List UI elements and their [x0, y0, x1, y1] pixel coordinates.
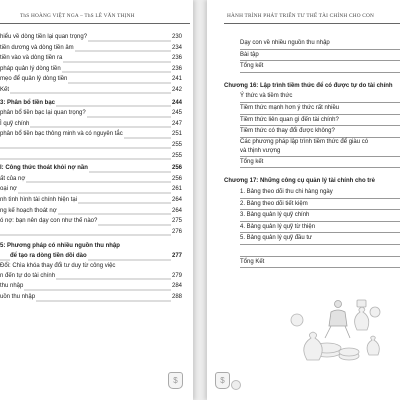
- toc-row: Dạy con về nhiều nguồn thu nhập: [240, 38, 400, 50]
- toc-chapter-line1: 5: Phương pháp có nhiều nguồn thu nhập: [0, 243, 120, 250]
- toc-row: pháp quản lý dòng tiền 236: [0, 64, 182, 75]
- toc-row: uồn thu nhập 288: [0, 292, 182, 303]
- toc-row: Kết 242: [0, 85, 182, 96]
- money-bag-icon: $: [168, 372, 183, 389]
- toc-row: [240, 245, 400, 257]
- toc-row: mẹo để quản lý dòng tiền 241: [0, 74, 182, 85]
- toc-row: tiền dương và dòng tiền âm 234: [0, 43, 182, 54]
- toc-row: Ì quỹ chính 247: [0, 119, 182, 130]
- toc-chapter-title: Chương 16: Lập trình tiềm thức để có được tự do tài chính: [224, 82, 393, 89]
- toc-row: thu nhập 284: [0, 281, 182, 292]
- left-page: [0, 0, 193, 400]
- toc-row: Tổng kết: [240, 61, 400, 73]
- coin-icon: [231, 380, 241, 390]
- money-bag-icon: $: [215, 372, 230, 389]
- running-header: ThS HOÀNG VIỆT NGA – ThS LÊ VĂN THỊNH: [20, 13, 135, 19]
- toc-row: 4. Bảng quản lý quỹ từ thiện: [240, 222, 400, 234]
- toc-chapter-row: 3: Phân bổ tiền bạc 244: [0, 98, 182, 109]
- toc-row: Ý thức và tiềm thức: [240, 91, 400, 103]
- toc-chapter-title: Chương 17: Những công cụ quản lý tài chính cho trẻ: [224, 178, 375, 185]
- right-page: [207, 0, 400, 400]
- toc-row: n đến tự do tài chính 279: [0, 271, 182, 282]
- toc-row: Các phương pháp lập trình tiềm thức để giàu có: [240, 138, 369, 145]
- toc-row: hiểu về dòng tiền lại quan trọng? 230: [0, 32, 182, 43]
- toc-row: 1. Bảng theo dõi thu chi hàng ngày: [240, 187, 400, 199]
- toc-row: 5. Bảng quản lý quỹ đầu tư: [240, 233, 400, 245]
- toc-row: phân bổ tiền bạc lại quan trọng? 245: [0, 108, 182, 119]
- toc-row: ó nợ: bạn nên dạy con như thế nào? 275: [0, 216, 182, 227]
- toc-row: 276: [0, 227, 182, 238]
- toc-row: Tiềm thức liên quan gì đến tài chính?: [240, 115, 400, 127]
- toc-chapter-line2: để tạo ra dòng tiền dồi dào 277: [0, 251, 182, 262]
- toc-row: nh tình hình tài chính hiện tại 264: [0, 195, 182, 206]
- toc-row: ất của nợ 256: [0, 174, 182, 185]
- toc-row: oại nợ 261: [0, 184, 182, 195]
- toc-row: 255: [0, 140, 182, 151]
- toc-row: Bài tập: [240, 50, 400, 62]
- running-header: HÀNH TRÌNH PHÁT TRIỂN TƯ THẾ TÀI CHÍNH CHO CON: [227, 13, 375, 19]
- header-rule: [224, 23, 400, 24]
- header-rule: [0, 23, 190, 24]
- toc-row: 3. Bảng quản lý quỹ chính: [240, 210, 400, 222]
- toc-row: phân bổ tiền bạc thông minh và có nguyên tắc 251: [0, 129, 182, 140]
- toc-chapter-row: I: Công thức thoát khỏi nợ nần 256: [0, 163, 182, 174]
- toc-row: 255: [0, 151, 182, 162]
- toc-row: Tổng kết: [240, 157, 400, 169]
- toc-row: và thịnh vượng: [240, 147, 400, 157]
- toc-row: Đổi: Chìa khóa thay đổi tư duy từ công việc: [0, 262, 116, 269]
- toc-row: Tiềm thức mạnh hơn ý thức rất nhiều: [240, 103, 400, 115]
- toc-row: 2. Bảng theo dõi tiết kiệm: [240, 199, 400, 211]
- toc-row: Tiềm thức có thay đổi được không?: [240, 126, 400, 138]
- toc-row: ng kế hoạch thoát nợ 264: [0, 206, 182, 217]
- toc-list: [0, 32, 182, 303]
- toc-row: tiền vào và dòng tiền ra 236: [0, 53, 182, 64]
- toc-row: Tổng Kết: [240, 257, 400, 269]
- toc-list: [224, 38, 400, 268]
